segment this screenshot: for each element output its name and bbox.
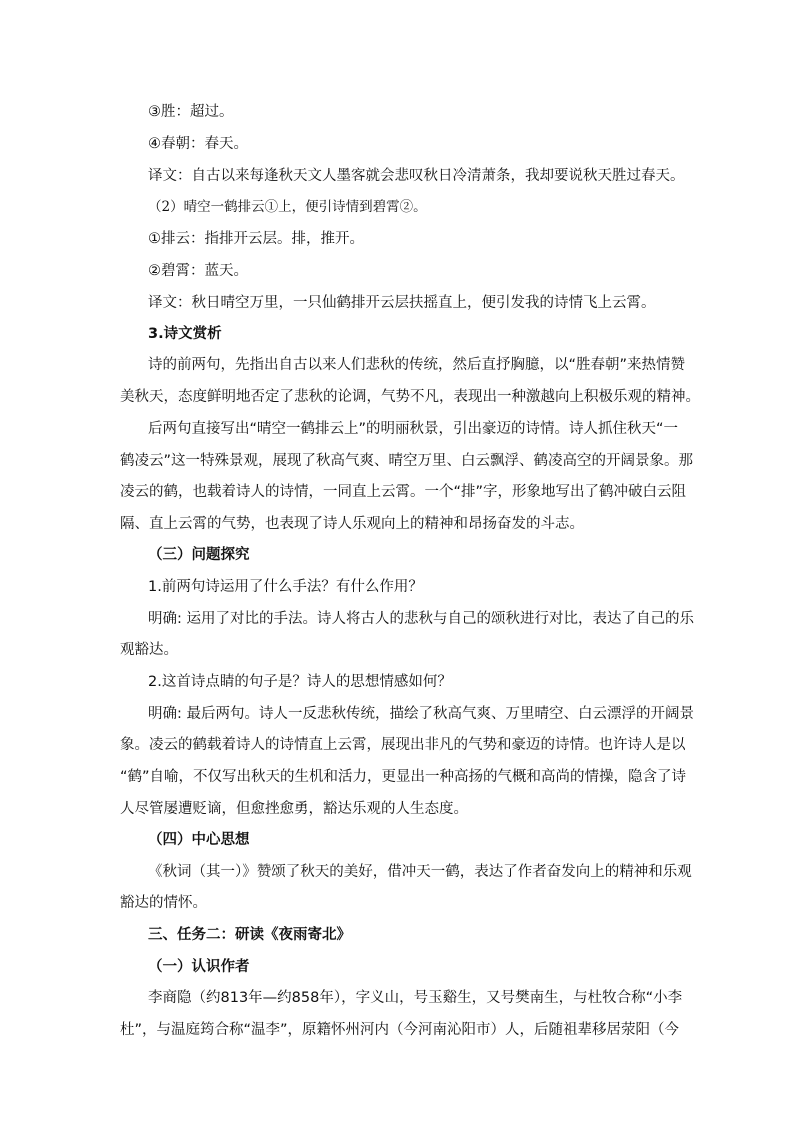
note-line: ④春朝：春天。 bbox=[148, 136, 248, 152]
paragraph-line: 鹤凌云”这一特殊景观，展现了秋高气爽、晴空万里、白云飘浮、鹤凌高空的开阔景象。那 bbox=[120, 453, 694, 469]
note-line: ①排云：指排开云层。排，推开。 bbox=[148, 231, 364, 247]
answer-line: 明确: 最后两句。诗人一反悲秋传统，描绘了秋高气爽、万里晴空、白云漂浮的开阔景 bbox=[148, 706, 694, 722]
question-line: 2.这首诗点睛的句子是？诗人的思想情感如何？ bbox=[148, 674, 452, 690]
answer-line: 明确: 运用了对比的手法。诗人将古人的悲秋与自己的颂秋进行对比，表达了自己的乐 bbox=[148, 611, 694, 627]
section-heading: （四）中心思想 bbox=[148, 832, 250, 848]
paragraph-line: 诗的前两句，先指出自古以来人们悲秋的传统，然后直抒胸臆，以“胜春朝”来热情赞 bbox=[148, 357, 686, 373]
paragraph-line: 凌云的鹤，也载着诗人的诗情，一同直上云霄。一个“排”字，形象地写出了鹤冲破白云阻 bbox=[120, 484, 687, 500]
note-line: ②碧霄：蓝天。 bbox=[148, 263, 248, 279]
section-heading: 3.诗文赏析 bbox=[148, 326, 222, 342]
paragraph-line: 豁达的情怀。 bbox=[120, 895, 207, 911]
paragraph-line: 后两句直接写出“晴空一鹤排云上”的明丽秋景，引出豪迈的诗情。诗人抓住秋天“一 bbox=[148, 421, 679, 437]
paragraph-line: 美秋天，态度鲜明地否定了悲秋的论调，气势不凡，表现出一种激越向上积极乐观的精神。 bbox=[120, 389, 700, 405]
paragraph-line: 《秋词（其一）》赞颂了秋天的美好，借冲天一鹤，表达了作者奋发向上的精神和乐观 bbox=[148, 864, 692, 880]
paragraph-line: 隔、直上云霄的气势，也表现了诗人乐观向上的精神和昂扬奋发的斗志。 bbox=[120, 516, 584, 532]
paragraph-line: 杜”，与温庭筠合称“温李”，原籍怀州河内（今河南沁阳市）人，后随祖辈移居荥阳（今 bbox=[120, 1022, 680, 1038]
answer-line: “鹤”自喻，不仅写出秋天的生机和活力，更显出一种高扬的气概和高尚的情操，隐含了诗 bbox=[120, 769, 687, 785]
answer-line: 人尽管屡遭贬谪，但愈挫愈勇，豁达乐观的人生态度。 bbox=[120, 801, 468, 817]
translation-line: 译文：秋日晴空万里，一只仙鹤排开云层扶摇直上，便引发我的诗情飞上云霄。 bbox=[148, 295, 656, 311]
answer-line: 观豁达。 bbox=[120, 642, 178, 658]
question-line: 1.前两句诗运用了什么手法？有什么作用？ bbox=[148, 579, 423, 595]
note-line: ③胜：超过。 bbox=[148, 104, 234, 120]
poem-line: （2）晴空一鹤排云①上，便引诗情到碧霄②。 bbox=[148, 199, 427, 215]
answer-line: 象。凌云的鹤载着诗人的诗情直上云霄，展现出非凡的气势和豪迈的诗情。也许诗人是以 bbox=[120, 737, 686, 753]
paragraph-line: 李商隐（约813年—约858年），字义山，号玉谿生，又号樊南生，与杜牧合称“小李 bbox=[148, 990, 683, 1006]
section-heading: （一）认识作者 bbox=[148, 959, 250, 975]
section-heading: （三）问题探究 bbox=[148, 547, 250, 563]
translation-line: 译文：自古以来每逢秋天文人墨客就会悲叹秋日冷清萧条，我却要说秋天胜过春天。 bbox=[148, 168, 685, 184]
task-heading: 三、任务二：研读《夜雨寄北》 bbox=[148, 927, 351, 943]
